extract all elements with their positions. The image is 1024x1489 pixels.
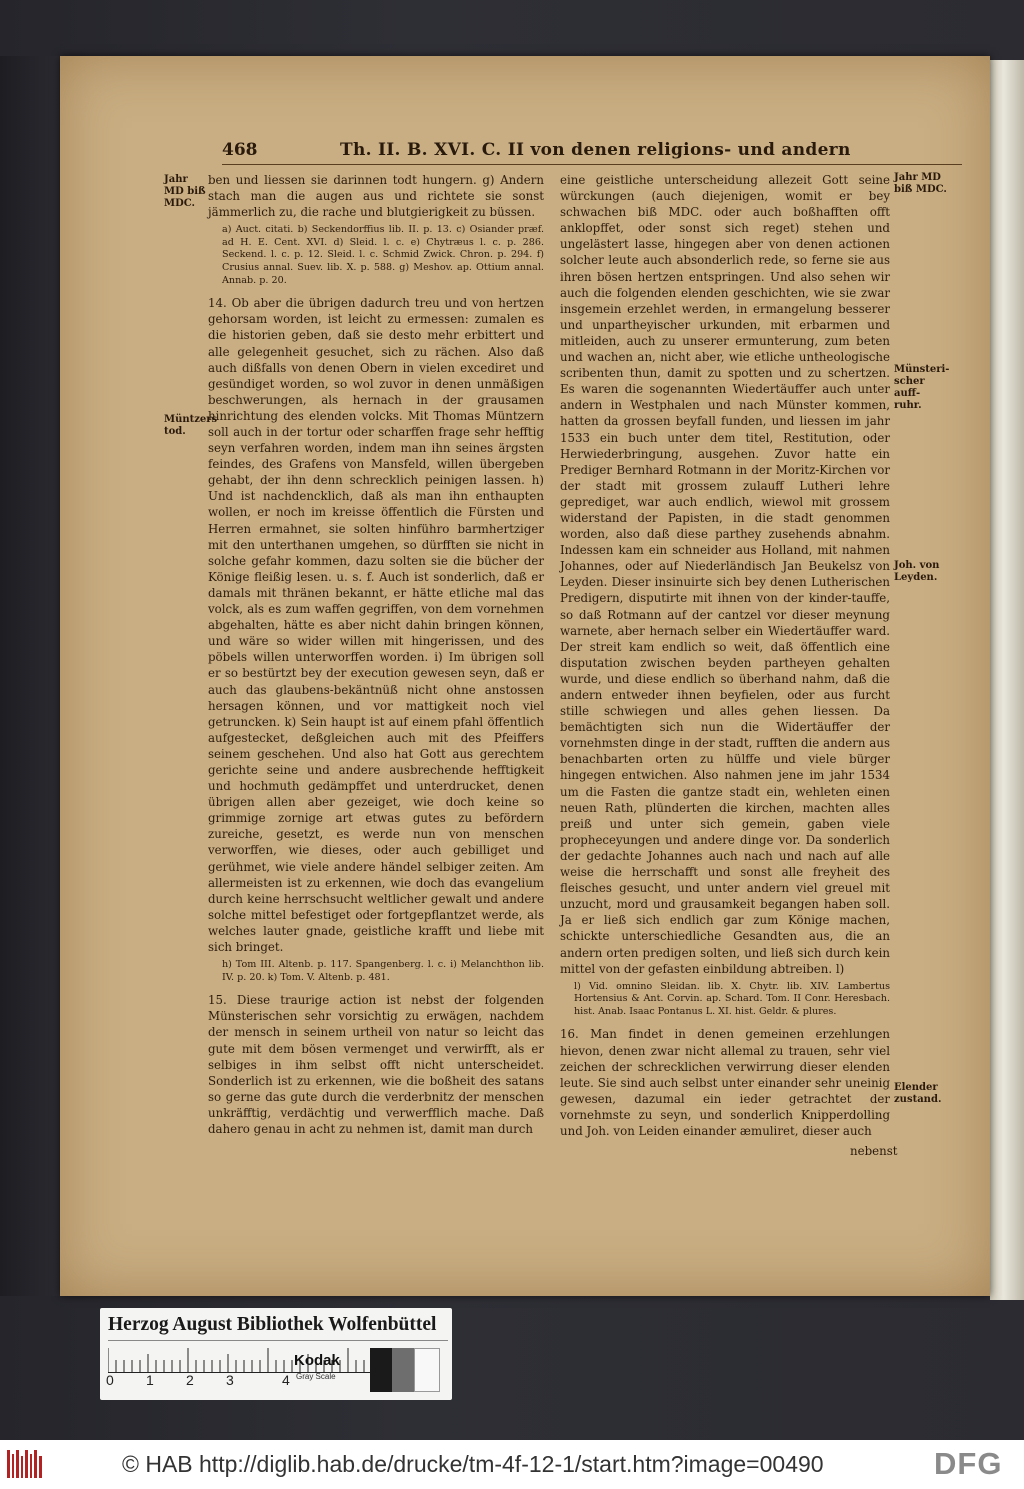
facing-page-edge (990, 60, 1024, 1300)
hab-logo-icon (6, 1448, 44, 1480)
header-rule (222, 164, 962, 165)
margin-note-muentzer: Müntzers tod. (164, 414, 218, 437)
swatch-black (370, 1348, 392, 1392)
footnote: l) Vid. omnino Sleidan. lib. X. Chytr. lib. XIV. Lambertus Hortensius & Ant. Corvin. ap. Schard. Tom. II Conr. Heresbach. hist. Anab. Isaac Pontanus L. XI. hist. Geldr. & plures. (574, 980, 890, 1017)
margin-note-years-left: Jahr MD biß MDC. (164, 174, 206, 209)
paragraph: 14. Ob aber die übrigen dadurch treu und von hertzen gehorsam worden, ist leicht zu ermessen: zumalen es die historien geben, daß sie desto mehr erbittert und alle gelegenheit gesuchet, sich zu rächen. Also daß auch dißfalls von denen Obern in vielen excediret und gesündiget worden, so wol zuvor in denen unmäßigen beschwerungen, als hernach in der grausamen hinrichtung des elenden volcks. Mit Thomas Müntzern soll auch in der tortur oder scharffen frage sehr hefftig seyn verfahren worden, indem man ihn seines ärgsten feindes, des Grafens von Mansfeld, willen übergeben gehabt, der ihn denn schrecklich peinigen lassen. h) Und ist nachdencklich, daß als man ihn enthaupten wollen, er noch im kreisse öffentlich die Fürsten und Herren ermahnet, sie solten hinführo barmhertziger mit den unterthanen umgehen, so dürfften sie nicht in solche gefahr kommen, dazu solten sie die bücher der Könige fleißig lesen. u. s. f. Auch ist sonderlich, daß er damals mit thränen bekannt, er hätte etliche mal das volck, als es zum waffen gegriffen, von dem vornehmen abgehalten, hätte es aber nicht dahin bringen können, und wäre so wider willen mit hingerissen, und des pöbels willen unterworffen worden. i) Im übrigen soll er so bestürtzt bey der execution gewesen seyn, daß er auch das glaubens-bekäntnüß nicht ohne anstossen hersagen können, und vor mattigkeit noch viel getruncken. k) Sein haupt ist auf einem pfahl öffentlich aufgestecket, deßgleichen auch mit des Pfeiffers seinem geschehen. Und also hat Gott aus gerechtem gerichte seine und andere ausbrechende hefftigkeit und hochmuth gedämpffet und unterdrucket, denen übrigen allen aber gezeiget, wie doch keine so grimmige zornige art etwas gutes zu befördern zureiche, gesetzt, es werde nun von menschen verworffen, wie dieses, oder auch gebilliget und gerühmet, wie viele andere händel selbiger zeiten. Am allermeisten ist zu erkennen, wie doch das evangelium durch keine herrschsucht weltlicher gewalt und andere solche mittel befestiget oder fortgepflantzet werde, als welches lauter gnade, geistliche krafft und liebe mit sich bringet. (208, 296, 544, 954)
footer-bar (0, 1440, 1024, 1489)
ruler-number: 4 (282, 1372, 290, 1388)
kodak-brand: Kodak (294, 1352, 340, 1369)
ruler-number: 1 (146, 1372, 154, 1388)
ruler-numbers (106, 1372, 396, 1392)
catchword: nebenst (850, 1144, 898, 1158)
ruler-number: 3 (226, 1372, 234, 1388)
ruler-number: 2 (186, 1372, 194, 1388)
measurement-ruler (108, 1348, 388, 1373)
footnote: a) Auct. citati. b) Seckendorffius lib. II. p. 13. c) Osiander præf. ad H. E. Cent. XVI. d) Sleid. l. c. e) Chytræus l. c. p. 286. Seckend. l. c. p. 12. Sleid. l. c. Schmid Zwick. Chron. p. 294. f) Crusius annal. Suev. lib. X. p. 588. g) Meshov. ap. Ottium annal. Annab. p. 20. (222, 224, 544, 286)
footnote: h) Tom III. Altenb. p. 117. Spangenberg. l. c. i) Melanchthon lib. IV. p. 20. k) Tom. V. Altenb. p. 481. (222, 959, 544, 983)
library-label-card (100, 1308, 452, 1400)
swatch-white (414, 1348, 440, 1392)
page-header (222, 140, 962, 170)
gray-scale-swatches (370, 1348, 442, 1392)
margin-note-muenster: Münsteri- scher auff- ruhr. (894, 364, 950, 411)
library-name: Herzog August Bibliothek Wolfenbüttel (108, 1314, 448, 1341)
gray-scale-label: Gray Scale (296, 1372, 336, 1381)
dfg-logo: DFG (934, 1446, 1003, 1481)
left-text-column (208, 172, 544, 1139)
copyright-url[interactable]: © HAB http://diglib.hab.de/drucke/tm-4f-12-1/start.htm?image=00490 (122, 1451, 824, 1477)
paragraph: eine geistliche unterscheidung allezeit Gott seine würckungen (auch diejenigen, womit er bey schwachen biß MDC. oder auch boßhafften offt anklopffet, oder sonst sich reget) stehen und ungelästert lasse, hingegen aber von denen actionen solcher leute auch absonderlich rede, so ferne sie aus ihren bösen hertzen entspringen. Und also sehen wir auch die folgenden elenden geschichten, wie sie zwar insgemein erzehlet werden, in ermangelung besserer und unpartheyischer urkunden, mit erbarmen und mitleiden, auch zu unserer ermunterung, zum beten und wachen an, nicht aber, wie etliche untheologische scribenten thun, damit zu spotten und zu schertzen. Es waren die sogenannten Wiedertäuffer auch unter andern in Westphalen und nach Münster kommen, hatten da grossen beyfall funden, und liessen im jahr 1533 ein buch unter dem titel, Restitution, oder Herwiederbringung, ausgehen. Zuvor hatte ein Prediger Bernhard Rotmann in der Moritz-Kirchen vor der stadt mit grossem zulauff Lutheri lehre geprediget, war auch endlich, wiewol mit grossem widerstand der Papisten, in die stadt genommen worden, also daß diese parthey zusehends abnahm. Indessen kam ein schneider aus Holland, mit nahmen Johannes, oder auf Niederländisch Jan Beukelsz von Leyden. Dieser insinuirte sich bey denen Lutherischen Predigern, disputirte mit ihnen von der kinder-tauffe, so daß Rotmann auf der cantzel vor dieser meynung warnete, aber hernach selber ein Wiedertäuffer ward. Der streit kam endlich so weit, daß öffentlich eine disputation zwischen beyden partheyen gehalten wurde, und diese endlich so überhand nahm, daß die andern entweder ihnen beyfielen, oder aus furcht stille schwiegen und alles gehen liessen. Da bemächtigten sich nun die Widertäuffer der vornehmsten dinge in der stadt, rufften die andern aus benachbarten orten zu hülffe und viele bürger hingegen entwichen. Also nahmen jene im jahr 1534 um die Fasten die gantze stadt ein, wehleten einen neuen Rath, plünderten die kirchen, machten alles preiß und unter sich gemein, gaben viele propheceyungen und andere dinge vor. Da sonderlich der gedachte Johannes auch nach und nach auf alle weise die herrschafft und sonst alle freyheit des fleisches gesucht, und unter andern viel greuel mit unzucht, mord und grausamkeit begangen haben soll. Ja er ließ sich endlich gar zum Könige machen, schickte unterschiedliche Gesandten aus, die an andern orten predigen solten, und ließ sich durch kein mittel von der gefasten einbildung abtreiben. l) (560, 173, 890, 976)
running-title: Th. II. B. XVI. C. II von denen religions- und andern (340, 140, 851, 160)
swatch-gray (392, 1348, 414, 1392)
paragraph: 15. Diese traurige action ist nebst der folgenden Münsterischen sehr vorsichtig zu erwägen, nachdem der mensch in seinem urtheil von natur so leicht das gute mit dem bösen vermenget und verwirfft, als er selbiges in ihm selbst offt nicht unterscheidet. Sonderlich ist zu erkennen, wie die boßheit des satans so gerne das gute durch die verderbnitz der menschen unkräfftig, verdächtig und verwerfflich mache. Daß dahero genau in acht zu nehmen ist, damit man durch (208, 993, 544, 1137)
page-number: 468 (222, 140, 258, 160)
paragraph: 16. Man findet in denen gemeinen erzehlungen hievon, denen zwar nicht allemal zu trauen, sehr viel zeichen der schrecklichen verwirrung dieser elenden leute. Sie sind auch selbst unter einander sehr uneinig gewesen, dazumal ein ieder getrachtet der vornehmste zu seyn, und sonderlich Knipperdolling und Joh. von Leiden einander æmuliret, dieser auch (560, 1027, 890, 1139)
margin-note-joh-leyden: Joh. von Leyden. (894, 560, 940, 583)
book-spine (0, 56, 60, 1296)
right-text-column (560, 172, 890, 1141)
margin-note-elend: Elender zustand. (894, 1082, 942, 1105)
paragraph: ben und liessen sie darinnen todt hungern. g) Andern stach man die augen aus und richtete sie sonst jämmerlich zu, die rache und blutgierigkeit zu büssen. (208, 173, 544, 220)
ruler-number: 0 (106, 1372, 114, 1388)
margin-note-years-right: Jahr MD biß MDC. (894, 172, 947, 195)
